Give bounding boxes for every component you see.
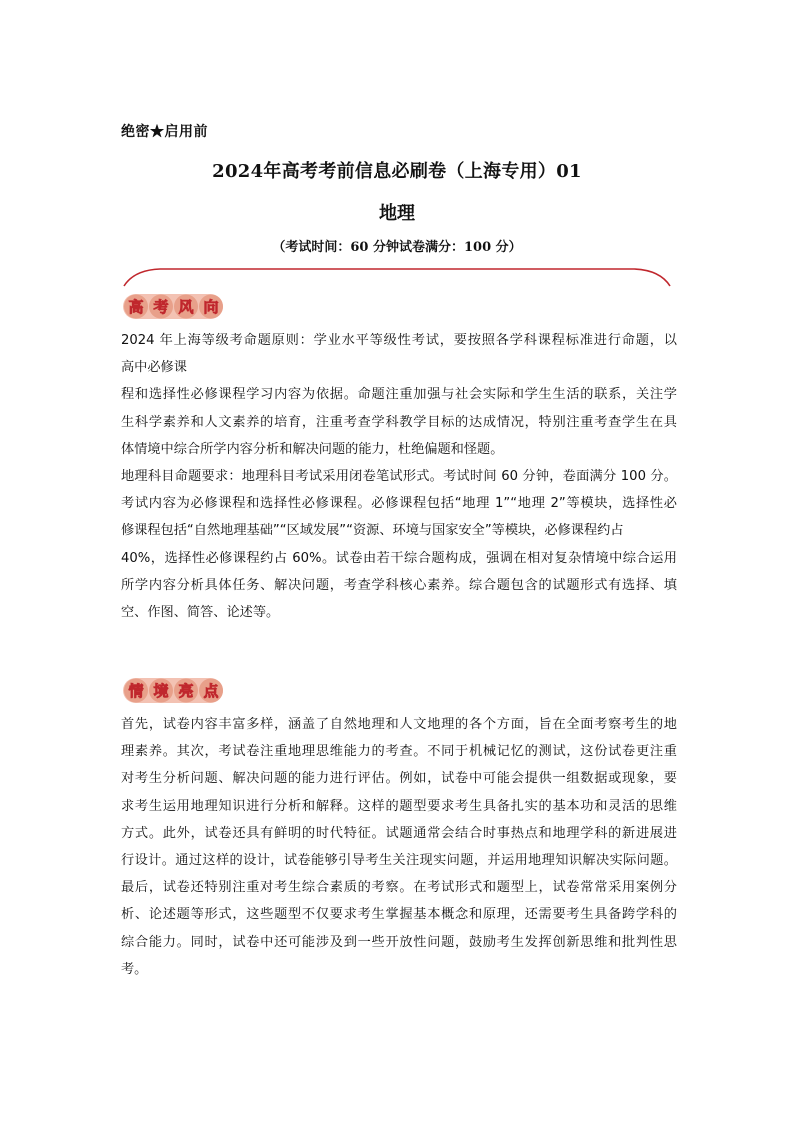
paragraph-line: 2024 年上海等级考命题原则：学业水平等级性考试，要按照各学科课程标准进行命题，以	[121, 333, 677, 348]
paragraph-line: 首先，试卷内容丰富多样，涵盖了自然地理和人文地理的各个方面，旨在全面考察考生的地	[121, 717, 677, 732]
paragraph-line: 考试内容为必修课程和选择性必修课程。必修课程包括“地理 1”“地理 2”等模块，选择性必	[121, 496, 677, 512]
section1-body	[121, 327, 677, 626]
paragraph-line: 所学内容分析具体任务、解决问题，考查学科核心素养。综合题包含的试题形式有选择、填	[121, 577, 677, 593]
paragraph-line: 求考生运用地理知识进行分析和解释。这样的题型要求考生具备扎实的基本功和灵活的思维	[121, 798, 677, 814]
badge-char: 境	[153, 682, 169, 700]
paragraph-line: 40%，选择性必修课程约占 60%。试卷由若干综合题构成，强调在相对复杂情境中综合运用	[121, 550, 677, 566]
paragraph-line: 地理科目命题要求：地理科目考试采用闭卷笔试形式。考试时间 60 分钟，卷面满分 100 分。	[121, 469, 677, 485]
section2-body	[121, 711, 677, 983]
badge-char: 向	[203, 298, 219, 316]
section-badge-trend	[122, 291, 226, 325]
section-badge-highlights	[122, 675, 226, 709]
badge-char: 点	[203, 682, 219, 700]
exam-info: （考试时间：60 分钟试卷满分：100 分）	[272, 240, 522, 255]
secret-label: 绝密★启用前	[121, 124, 208, 140]
paragraph-line: 程和选择性必修课程学习内容为依据。命题注重加强与社会实际和学生生活的联系，关注学	[121, 387, 677, 403]
paragraph-line: 空、作图、简答、论述等。	[121, 605, 280, 621]
badge-char: 风	[178, 298, 194, 316]
paragraph-line: 理素养。其次，考试卷注重地理思维能力的考查。不同于机械记忆的测试，这份试卷更注重	[121, 744, 677, 760]
paragraph-line: 综合能力。同时，试卷中还可能涉及到一些开放性问题，鼓励考生发挥创新思维和批判性思	[121, 934, 677, 950]
badge-char: 亮	[178, 682, 194, 700]
paragraph-line: 高中必修课	[121, 360, 187, 376]
paragraph-line: 生科学素养和人文素养的培育，注重考查学科教学目标的达成情况，特别注重考查学生在具	[121, 414, 677, 430]
badge-char: 高	[128, 298, 144, 316]
paragraph-line: 最后，试卷还特别注重对考生综合素质的考察。在考试形式和题型上，试卷常常采用案例分	[121, 880, 677, 896]
paragraph-line: 修课程包括“自然地理基础”“区域发展”“资源、环境与国家安全”等模块，必修课程约占	[121, 523, 624, 539]
paragraph-line: 对考生分析问题、解决问题的能力进行评估。例如，试卷中可能会提供一组数据或现象，要	[121, 771, 677, 787]
badge-char: 考	[153, 298, 169, 316]
badge-char: 情	[128, 682, 144, 700]
subject-title: 地理	[379, 203, 415, 224]
paragraph-line: 考。	[121, 961, 148, 977]
header-divider	[120, 262, 674, 292]
paragraph-line: 析、论述题等形式，这些题型不仅要求考生掌握基本概念和原理，还需要考生具备跨学科的	[121, 907, 677, 923]
paragraph-line: 体情境中综合所学内容分析和解决问题的能力，杜绝偏题和怪题。	[121, 441, 504, 457]
paragraph-line: 方式。此外，试卷还具有鲜明的时代特征。试题通常会结合时事热点和地理学科的新进展进	[121, 825, 677, 841]
paragraph-line: 行设计。通过这样的设计，试卷能够引导考生关注现实问题，并运用地理知识解决实际问题。	[121, 853, 677, 869]
page-title: 2024年高考考前信息必刷卷（上海专用）01	[212, 161, 582, 182]
